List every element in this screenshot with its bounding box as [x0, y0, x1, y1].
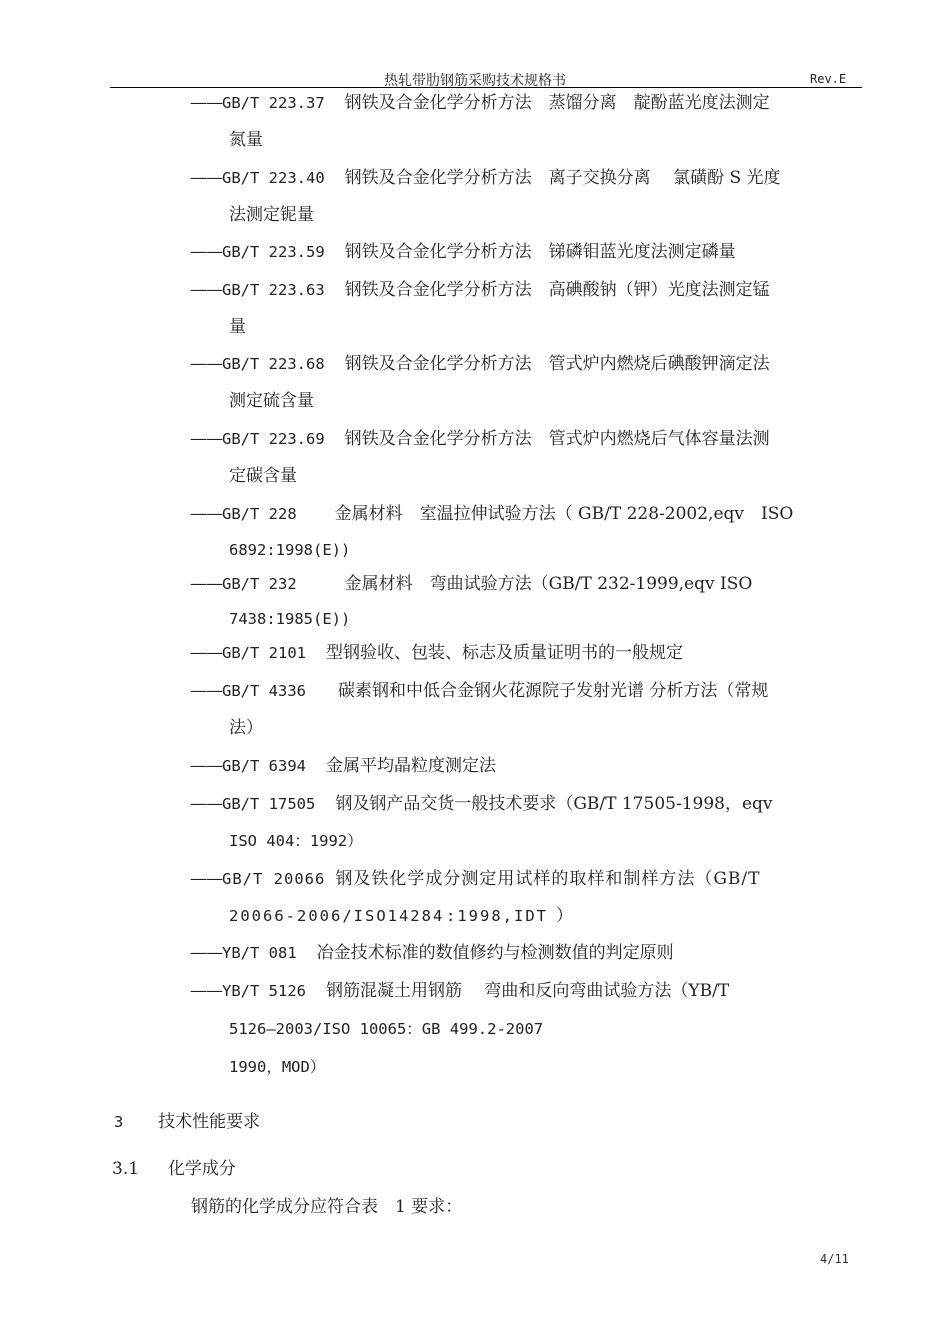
reference-desc: 碳素钢和中低合金钢火花源院子发射光谱 分析方法（常规	[338, 681, 769, 701]
section-heading	[114, 1111, 260, 1133]
reference-continuation: 6892:1998(E))	[229, 541, 351, 559]
reference-line	[190, 793, 773, 815]
header-rule	[110, 87, 862, 88]
reference-continuation: 量	[229, 317, 246, 337]
reference-desc: 钢铁及合金化学分析方法 蒸馏分离 靛酚蓝光度法测定	[344, 93, 770, 113]
reference-dash: ——	[190, 756, 222, 776]
reference-desc: 钢铁及合金化学分析方法 管式炉内燃烧后碘酸钾滴定法	[344, 354, 770, 374]
reference-continuation: 定碳含量	[229, 466, 297, 486]
overlap-tail: ）	[556, 906, 573, 926]
reference-desc: 钢铁及合金化学分析方法 高碘酸钠（钾）光度法测定锰	[344, 280, 770, 300]
reference-code: GB/T 20066	[222, 870, 326, 888]
reference-desc: 型钢验收、包装、标志及质量证明书的一般规定	[326, 643, 683, 663]
reference-desc: 钢铁及合金化学分析方法 离子交换分离 氯磺酚 S 光度	[344, 168, 781, 188]
body-paragraph: 钢筋的化学成分应符合表 1 要求：	[191, 1197, 463, 1217]
reference-code: GB/T 223.63	[222, 281, 325, 299]
reference-code: GB/T 2101	[222, 644, 306, 662]
reference-desc: 钢铁及合金化学分析方法 锑磷钼蓝光度法测定磷量	[344, 242, 736, 262]
section-title: 技术性能要求	[158, 1112, 261, 1132]
section-number: 3	[114, 1113, 124, 1131]
reference-dash: ——	[190, 354, 222, 374]
reference-code: GB/T 223.68	[222, 355, 325, 373]
reference-desc: 冶金技术标准的数值修约与检测数值的判定原则	[316, 943, 674, 963]
reference-continuation: 法）	[229, 718, 263, 738]
reference-continuation: 法测定铌量	[229, 205, 314, 225]
reference-desc: 金属材料 弯曲试验方法（GB/T 232-1999,eqv ISO	[344, 574, 753, 594]
reference-continuation: 7438:1985(E))	[229, 610, 351, 628]
reference-dash: ——	[190, 429, 222, 449]
reference-line	[190, 680, 768, 702]
reference-line	[190, 642, 683, 664]
reference-continuation: 20066-2006/ISO14284	[229, 907, 445, 925]
reference-code: YB/T 5126	[222, 982, 306, 1000]
reference-line	[190, 503, 793, 525]
reference-line	[190, 868, 760, 890]
reference-line	[190, 573, 752, 595]
reference-code: GB/T 223.59	[222, 243, 325, 261]
reference-line	[190, 942, 674, 964]
overlap-fragment: :1998,IDT	[446, 907, 548, 925]
reference-code: GB/T 223.69	[222, 430, 325, 448]
reference-dash: ——	[190, 242, 222, 262]
subsection-heading	[112, 1158, 236, 1180]
reference-continuation: 1990，MOD）	[229, 1058, 326, 1076]
page-header-rev: Rev.E	[810, 72, 847, 86]
subsection-title: 化学成分	[167, 1159, 236, 1179]
reference-line	[190, 980, 729, 1002]
reference-code: GB/T 6394	[222, 757, 306, 775]
reference-code: GB/T 17505	[222, 795, 316, 813]
reference-dash: ——	[190, 280, 222, 300]
reference-dash: ——	[190, 794, 222, 814]
reference-desc: 钢及钢产品交货一般技术要求（GB/T 17505-1998，eqv	[335, 794, 773, 814]
reference-line	[190, 428, 770, 450]
reference-continuation: 5126—2003/ISO 10065：GB 499.2-2007	[229, 1020, 544, 1038]
reference-continuation: 测定硫含量	[229, 391, 314, 411]
reference-line	[190, 755, 496, 777]
reference-dash: ——	[190, 981, 222, 1001]
reference-continuation: ISO 404：1992）	[229, 832, 363, 850]
reference-dash: ——	[190, 681, 222, 701]
page-header-title: 热轧带肋钢筋采购技术规格书	[384, 73, 566, 89]
reference-dash: ——	[190, 943, 222, 963]
reference-line	[190, 279, 770, 301]
reference-dash: ——	[190, 574, 222, 594]
reference-code: GB/T 223.37	[222, 94, 325, 112]
reference-desc: 钢及铁化学成分测定用试样的取样和制样方法（GB/T	[335, 869, 761, 889]
reference-code: GB/T 228	[222, 505, 297, 523]
reference-desc: 金属材料 室温拉伸试验方法（ GB/T 228-2002,eqv ISO	[334, 504, 794, 524]
page-number: 4/11	[820, 1252, 849, 1266]
reference-desc: 钢铁及合金化学分析方法 管式炉内燃烧后气体容量法测	[344, 429, 770, 449]
reference-line	[190, 353, 770, 375]
reference-line	[190, 241, 736, 263]
reference-desc: 钢筋混凝土用钢筋 弯曲和反向弯曲试验方法（YB/T	[326, 981, 730, 1001]
reference-dash: ——	[190, 869, 222, 889]
reference-code: GB/T 232	[222, 575, 297, 593]
reference-dash: ——	[190, 504, 222, 524]
reference-line	[190, 92, 770, 114]
reference-code: YB/T 081	[222, 944, 297, 962]
reference-code: GB/T 4336	[222, 682, 306, 700]
reference-code: GB/T 223.40	[222, 169, 325, 187]
reference-dash: ——	[190, 93, 222, 113]
reference-dash: ——	[190, 168, 222, 188]
reference-line	[190, 167, 781, 189]
reference-continuation: 氮量	[229, 130, 263, 150]
reference-desc: 金属平均晶粒度测定法	[326, 756, 496, 776]
reference-dash: ——	[190, 643, 222, 663]
subsection-number: 3.1	[112, 1159, 140, 1179]
